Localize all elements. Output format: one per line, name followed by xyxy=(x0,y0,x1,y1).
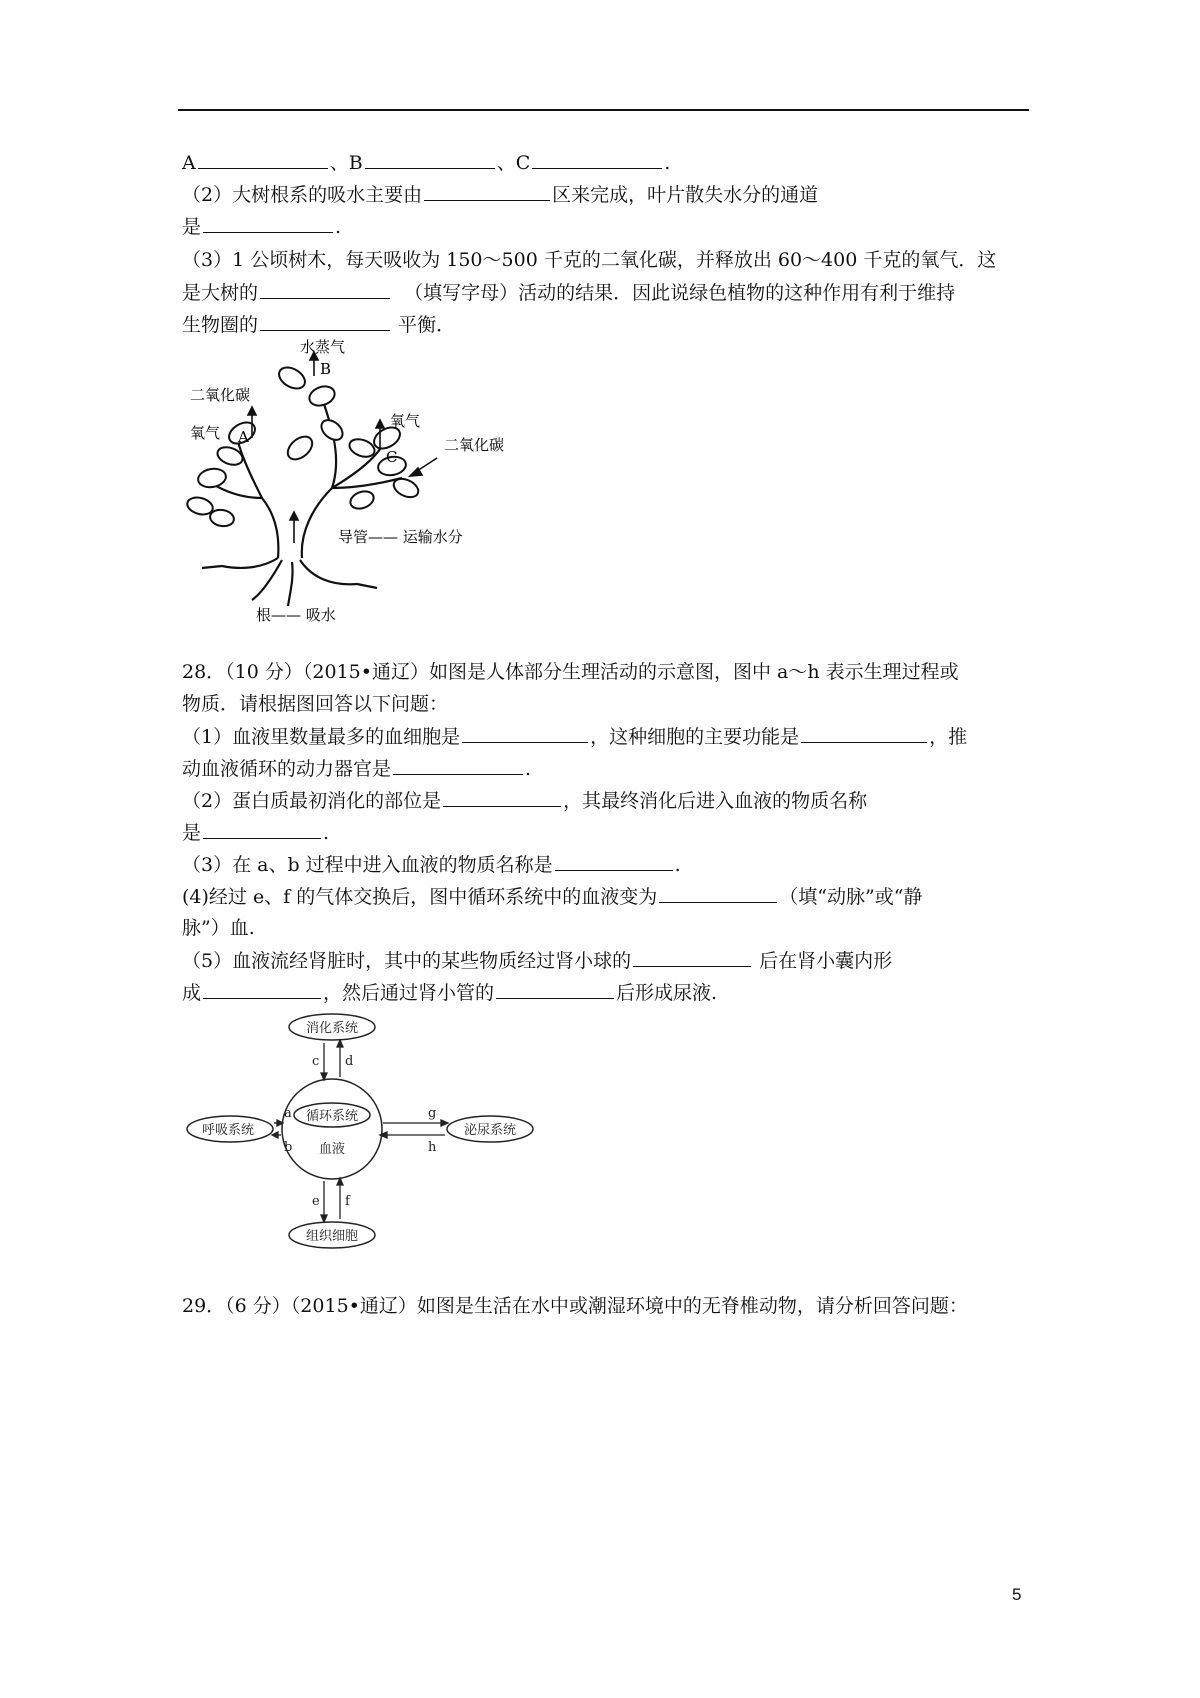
label-blood: 血液 xyxy=(319,1142,346,1157)
label-a: A xyxy=(238,428,249,446)
label-b-left: b xyxy=(284,1140,293,1155)
q27-p2-line2: 是 . xyxy=(182,216,342,238)
answer-blank[interactable] xyxy=(659,884,777,903)
label-water-vapor: 水蒸气 xyxy=(300,338,346,356)
label-co2-right: 二氧化碳 xyxy=(444,436,505,454)
q28-stem-line2: 物质．请根据图回答以下问题： xyxy=(182,693,449,715)
page-number: 5 xyxy=(1012,1585,1022,1604)
q27-p3-line2: 是大树的 （填写字母）活动的结果．因此说绿色植物的这种作用有利于维持 xyxy=(182,282,956,304)
q28-p5-line1: （5）血液流经肾脏时，其中的某些物质经过肾小球的 后在肾小囊内形 xyxy=(182,950,893,972)
label-co2-left: 二氧化碳 xyxy=(190,386,251,404)
q28-stem-line1: 28．（10 分）（2015•通辽）如图是人体部分生理活动的示意图，图中 a～h 表示生理过程或 xyxy=(182,661,959,683)
label-circulatory: 循环系统 xyxy=(306,1109,359,1124)
answer-blank[interactable] xyxy=(462,724,588,743)
label-c: c xyxy=(312,1054,320,1069)
q28-p3: （3）在 a、b 过程中进入血液的物质名称是 . xyxy=(182,854,681,876)
header-rule xyxy=(178,109,1029,111)
answer-blank-c[interactable] xyxy=(532,150,662,169)
answer-blank-a[interactable] xyxy=(198,150,328,169)
answer-blank[interactable] xyxy=(496,980,614,999)
answer-blank[interactable] xyxy=(260,280,390,299)
label-f: f xyxy=(345,1194,350,1209)
q28-p2-line1: （2）蛋白质最初消化的部位是 ，其最终消化后进入血液的物质名称 xyxy=(182,790,868,812)
label-tissue: 组织细胞 xyxy=(306,1229,359,1244)
label-urinary: 泌尿系统 xyxy=(464,1123,517,1138)
label-e: e xyxy=(312,1194,320,1209)
q28-p1-line2: 动血液循环的动力器官是 . xyxy=(182,758,532,780)
q28-p1-line1: （1）血液里数量最多的血细胞是 ，这种细胞的主要功能是 ，推 xyxy=(182,726,968,748)
label-root: 根—— 吸水 xyxy=(256,606,336,624)
q28-p4-line1: (4)经过 e、f 的气体交换后，图中循环系统中的血液变为 （填“动脉”或“静 xyxy=(182,886,923,908)
answer-blank[interactable] xyxy=(424,182,550,201)
q29-stem: 29．（6 分）（2015•通辽）如图是生活在水中或潮湿环境中的无脊椎动物，请分析回答问题： xyxy=(182,1295,968,1317)
answer-blank[interactable] xyxy=(260,312,390,331)
label-o2-left: 氧气 xyxy=(190,424,221,442)
label-respiratory: 呼吸系统 xyxy=(202,1123,255,1138)
label-digestive: 消化系统 xyxy=(306,1021,359,1036)
answer-blank[interactable] xyxy=(393,756,523,775)
label-d: d xyxy=(345,1054,354,1069)
q28-p5-line2: 成 ，然后通过肾小管的 后形成尿液. xyxy=(182,982,718,1004)
q27-blanks-line: A 、B 、C . xyxy=(182,152,671,174)
q28-p4-line2: 脉”）血. xyxy=(182,917,255,939)
answer-blank[interactable] xyxy=(203,980,321,999)
answer-blank[interactable] xyxy=(443,788,561,807)
q28-p2-line2: 是 . xyxy=(182,822,330,844)
tree-diagram xyxy=(182,338,522,628)
answer-blank[interactable] xyxy=(801,724,927,743)
label-c: C xyxy=(386,448,398,466)
label-vessel: 导管—— 运输水分 xyxy=(338,528,463,546)
q27-p3-line1: （3）1 公顷树木，每天吸收为 150～500 千克的二氧化碳，并释放出 60～400 千克的氧气．这 xyxy=(182,249,997,271)
label-g: g xyxy=(428,1106,437,1121)
label-b: B xyxy=(320,360,332,378)
answer-blank[interactable] xyxy=(203,214,333,233)
answer-blank[interactable] xyxy=(633,948,751,967)
label-o2-right: 氧气 xyxy=(390,412,421,430)
q27-p2-line1: （2）大树根系的吸水主要由 区来完成，叶片散失水分的通道 xyxy=(182,184,819,206)
answer-blank[interactable] xyxy=(555,852,673,871)
label-a: a xyxy=(284,1106,292,1121)
q27-p3-line3: 生物圈的 平衡． xyxy=(182,314,456,336)
circulation-diagram xyxy=(182,1005,542,1253)
answer-blank-b[interactable] xyxy=(365,150,495,169)
answer-blank[interactable] xyxy=(203,820,321,839)
label-h: h xyxy=(428,1140,437,1155)
